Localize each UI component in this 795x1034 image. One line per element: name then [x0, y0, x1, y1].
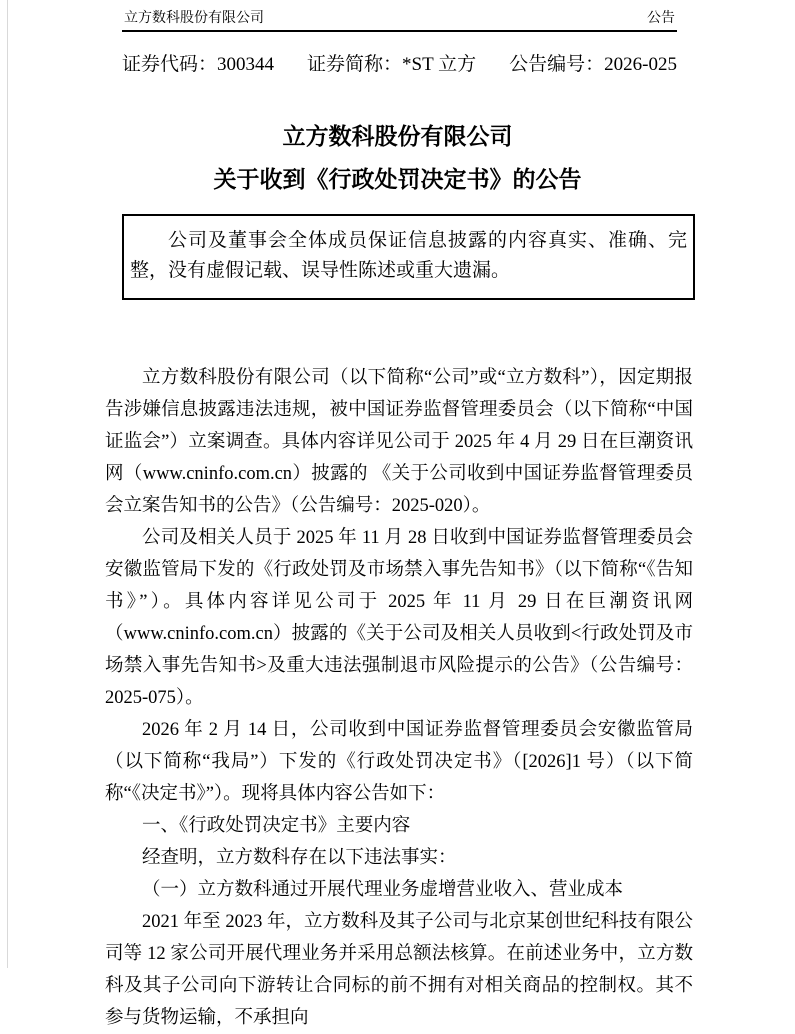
announcement-no-group [509, 54, 677, 76]
running-header [122, 0, 677, 32]
body-paragraph: 经查明，立方数科存在以下违法事实： [142, 848, 457, 868]
announcement-no-value: 2026-025 [604, 54, 677, 75]
body-section-heading: 一、《行政处罚决定书》主要内容 [142, 816, 411, 836]
declaration-box [122, 214, 695, 300]
page-left-edge [7, 0, 8, 968]
body-subsection-heading: （一）立方数科通过开展代理业务虚增营业收入、营业成本 [142, 880, 624, 900]
document-title-company: 立方数科股份有限公司 [282, 123, 513, 149]
body-paragraph: 2026 年 2 月 14 日，公司收到中国证券监督管理委员会安徽监管局（以下简称“我局”）下发的《行政处罚决定书》（[2026]1 号）（以下简称“《决定书》”）。现将具体内容公告如下： [105, 720, 693, 804]
declaration-text: 公司及董事会全体成员保证信息披露的内容真实、准确、完整，没有虚假记载、误导性陈述或重大遗漏。 [130, 230, 687, 281]
stock-abbr-value: *ST 立方 [402, 54, 477, 75]
document-body [105, 362, 693, 1034]
body-paragraph: 立方数科股份有限公司（以下简称“公司”或“立方数科”），因定期报告涉嫌信息披露违法违规，被中国证券监督管理委员会（以下简称“中国证监会”）立案调查。具体内容详见公司于 2025 年 4 月 29 日在巨潮资讯网（www.cninfo.com.cn）披露的 《关于公司收到中国证券监督管理委员会立案告知书的公告》（公告编号：2025-020）。 [105, 368, 693, 516]
document-title-subject: 关于收到《行政处罚决定书》的公告 [213, 166, 582, 192]
stock-code-value: 300344 [217, 54, 275, 75]
body-paragraph: 公司及相关人员于 2025 年 11 月 28 日收到中国证券监督管理委员会安徽监管局下发的《行政处罚及市场禁入事先告知书》（以下简称“《告知书》”）。具体内容详见公司于 2025 年 11 月 29 日在巨潮资讯网（www.cninfo.com.cn）披露的《关于公司及相关人员收到<行政处罚及市场禁入事先告知书>及重大违法强制退市风险提示的公告》（公告编号：2025-075）。 [105, 528, 693, 708]
stock-abbr-group [307, 54, 476, 76]
stock-abbr-label: 证券简称： [307, 54, 403, 75]
header-company-name: 立方数科股份有限公司 [124, 11, 264, 26]
body-paragraph: 2021 年至 2023 年，立方数科及其子公司与北京某创世纪科技有限公司等 12 家公司开展代理业务并采用总额法核算。在前述业务中，立方数科及其子公司向下游转让合同标的前不拥有对相关商品的控制权。其不参与货物运输，不承担向 [105, 912, 693, 1028]
announcement-no-label: 公告编号： [509, 54, 605, 75]
stock-code-label: 证券代码： [122, 54, 218, 75]
header-doc-type: 公告 [647, 11, 675, 26]
stock-info-bar [122, 54, 677, 76]
stock-code-group [122, 54, 274, 76]
